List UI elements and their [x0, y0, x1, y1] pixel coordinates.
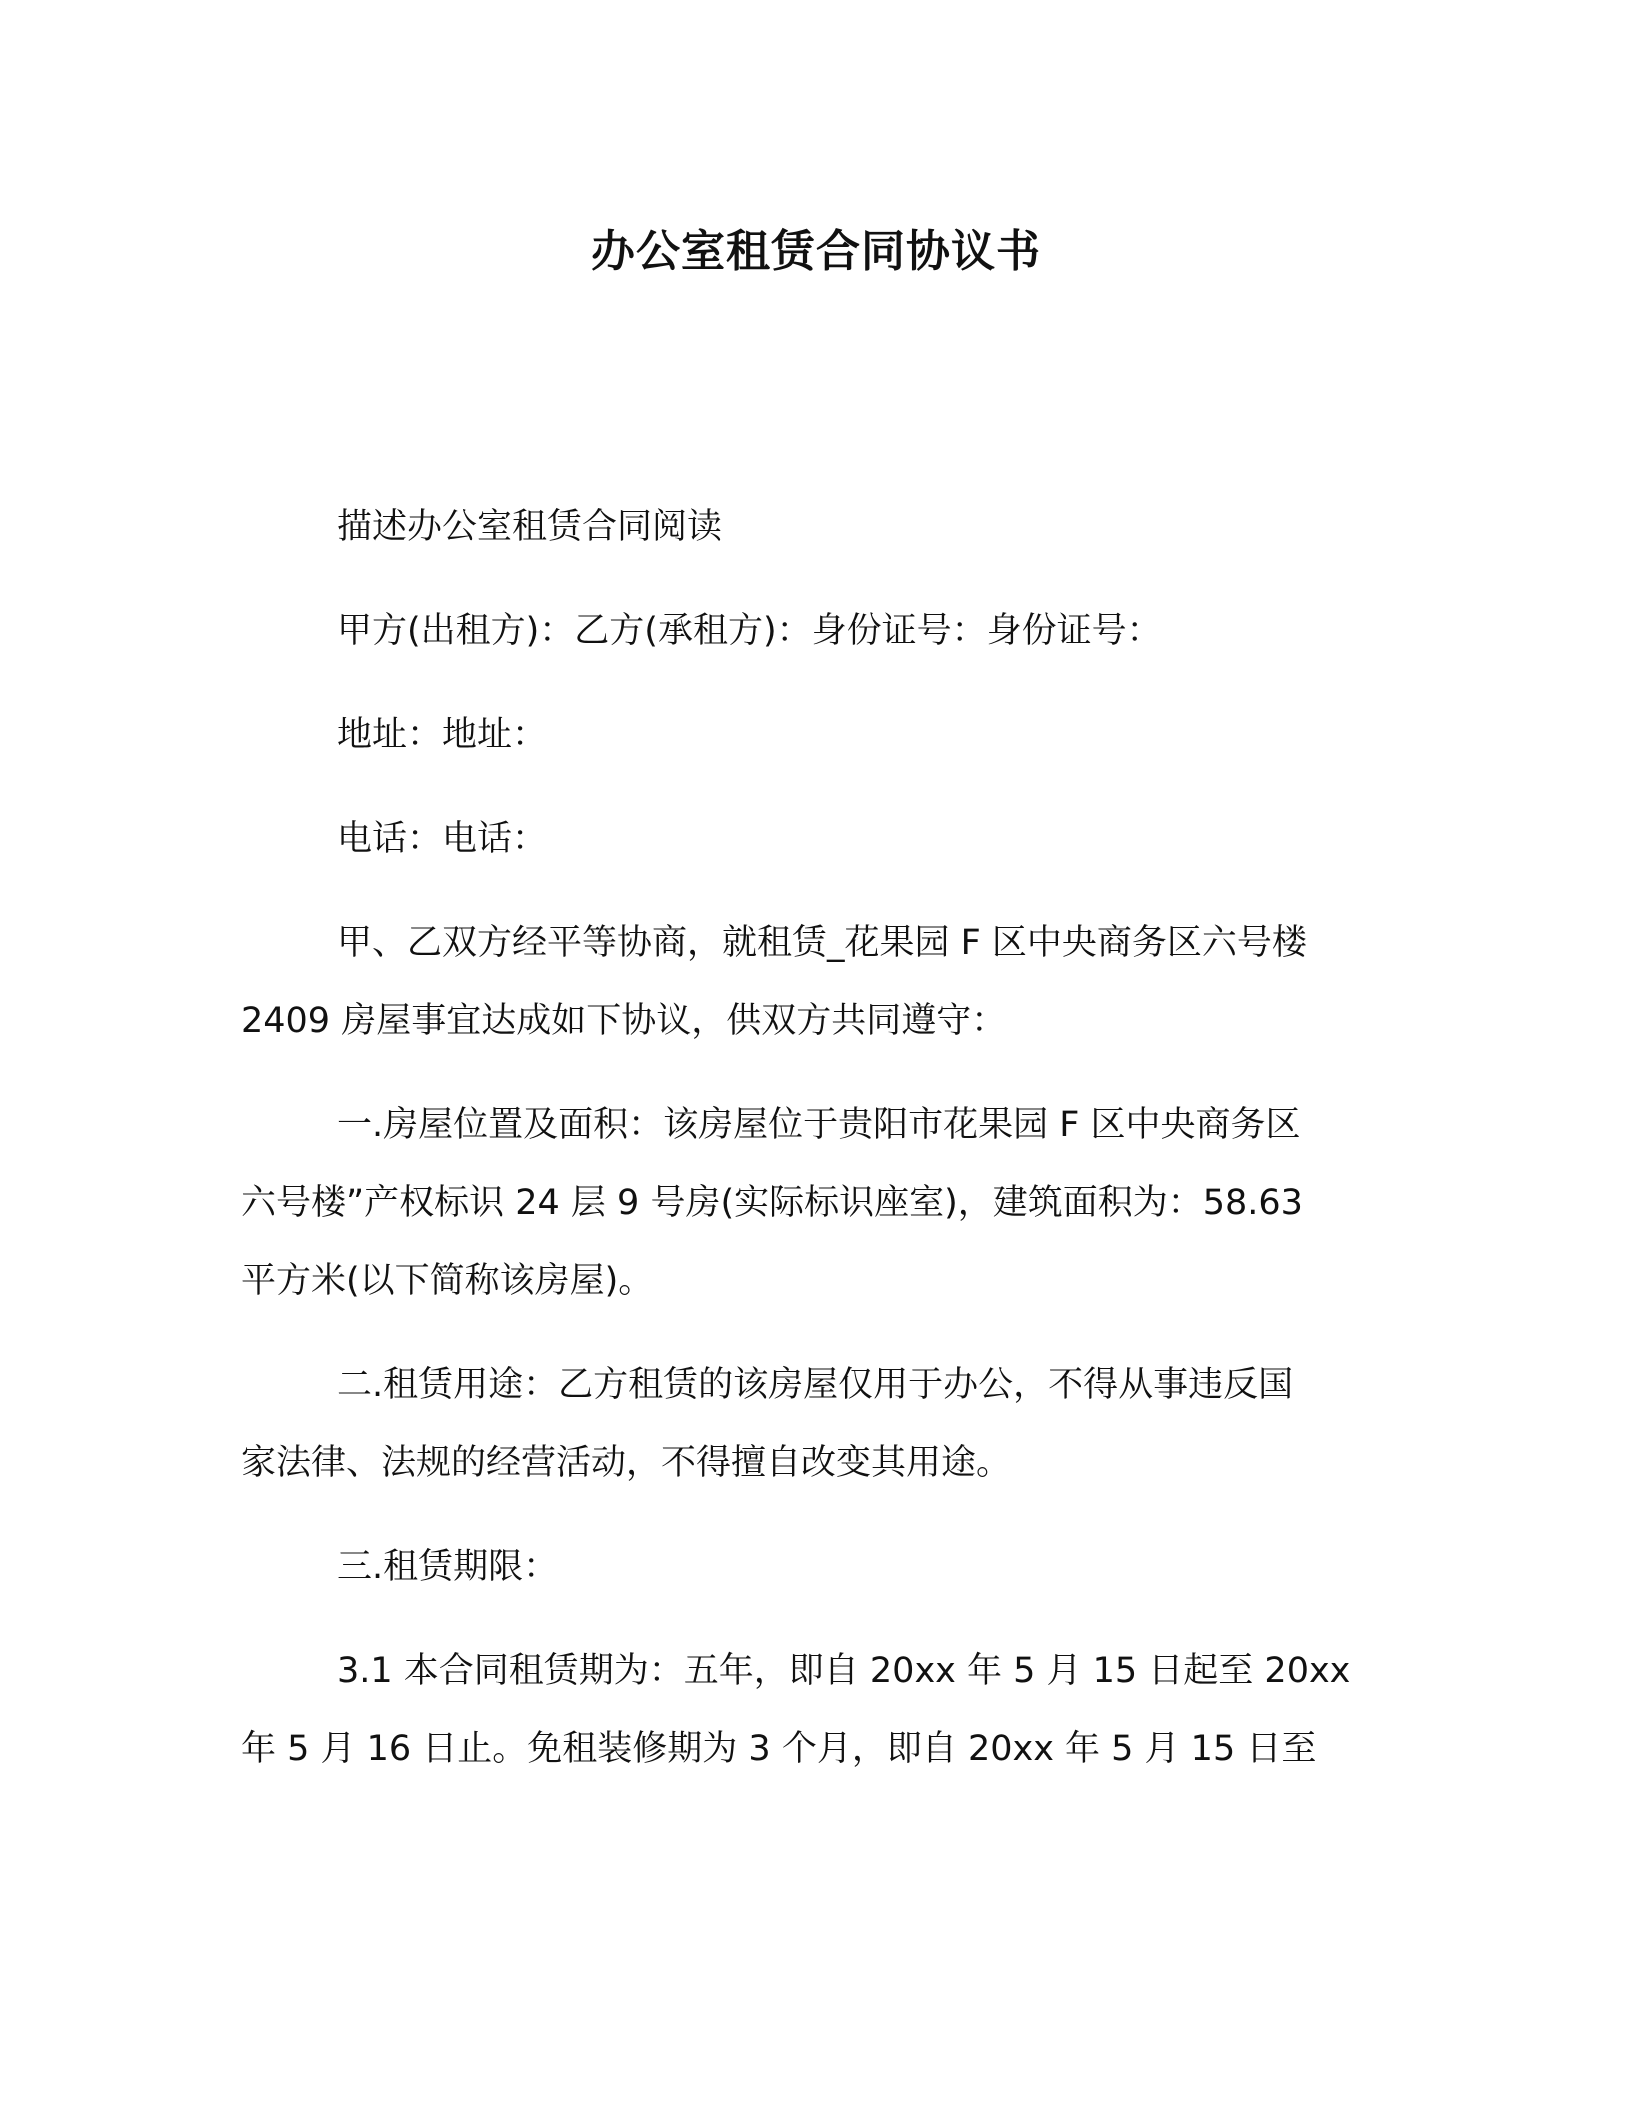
paragraph-line: 甲、乙双方经平等协商，就租赁_花果园 F 区中央商务区六号楼 [337, 923, 1307, 963]
document-body [241, 488, 1366, 1814]
paragraph-agreement-intro [241, 904, 1366, 1060]
paragraph-section-2 [241, 1346, 1366, 1502]
paragraph-line: 地址：地址： [337, 715, 548, 755]
paragraph-parties [241, 592, 1366, 670]
paragraph-line: 三.租赁期限： [337, 1547, 559, 1587]
paragraph-line: 电话：电话： [337, 819, 548, 859]
paragraph-line: 甲方(出租方)：乙方(承租方)：身份证号：身份证号： [337, 611, 1162, 651]
paragraph-line: 年 5 月 16 日止。免租装修期为 3 个月，即自 20xx 年 5 月 15 日至 [241, 1729, 1317, 1769]
paragraph-phone [241, 800, 1366, 878]
paragraph-line: 一.房屋位置及面积：该房屋位于贵阳市花果园 F 区中央商务区 [337, 1105, 1301, 1145]
paragraph-line: 二.租赁用途：乙方租赁的该房屋仅用于办公，不得从事违反国 [337, 1365, 1294, 1405]
paragraph-line: 3.1 本合同租赁期为：五年，即自 20xx 年 5 月 15 日起至 20xx [337, 1651, 1351, 1691]
paragraph-section-3-1 [241, 1632, 1366, 1788]
paragraph-line: 平方米(以下简称该房屋)。 [241, 1261, 654, 1301]
paragraph-line: 家法律、法规的经营活动，不得擅自改变其用途。 [241, 1443, 1012, 1483]
paragraph-address [241, 696, 1366, 774]
paragraph-line: 描述办公室租赁合同阅读 [337, 507, 723, 547]
paragraph-description [241, 488, 1366, 566]
paragraph-section-3 [241, 1528, 1366, 1606]
paragraph-section-1 [241, 1086, 1366, 1320]
paragraph-line: 2409 房屋事宜达成如下协议，供双方共同遵守： [241, 1001, 1007, 1041]
document-title: 办公室租赁合同协议书 [591, 226, 1041, 277]
paragraph-line: 六号楼”产权标识 24 层 9 号房(实际标识座室)，建筑面积为：58.63 [241, 1183, 1303, 1223]
